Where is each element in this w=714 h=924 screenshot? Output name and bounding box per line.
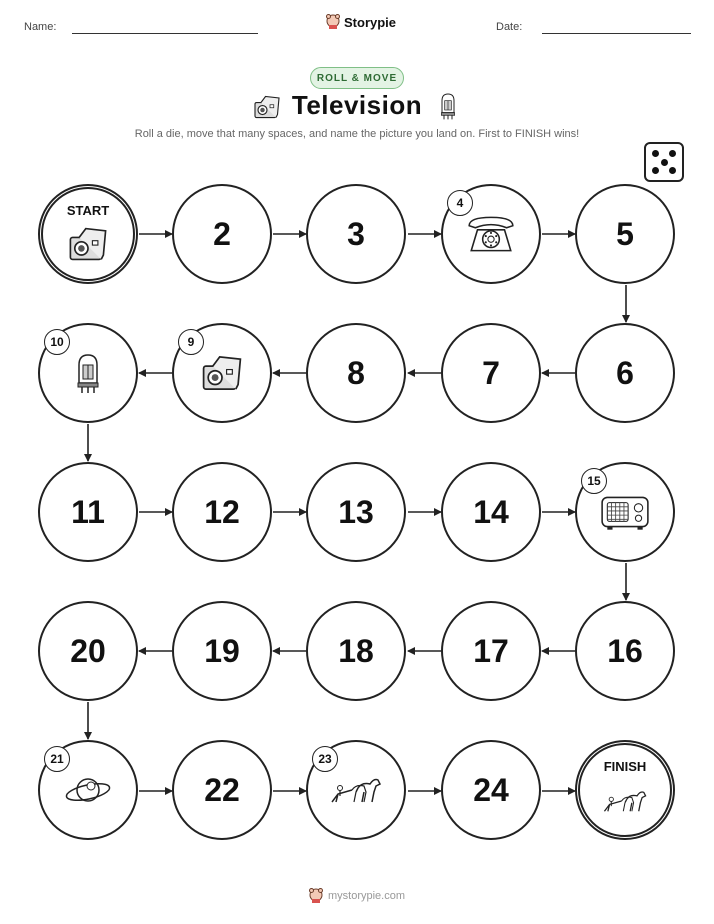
name-label: Name: [24,21,57,33]
space-number: 5 [616,215,634,252]
space-11[interactable] [38,462,138,562]
space-14[interactable] [441,462,541,562]
footer-url[interactable]: mystorypie.com [327,890,406,902]
space-number: 3 [347,215,365,252]
space-number: 17 [473,632,509,669]
space-number: 6 [616,354,634,391]
camera-icon [66,222,110,266]
horse-plow-icon [601,783,649,819]
space-6[interactable] [575,323,675,423]
space-number: 16 [607,632,643,669]
camera-icon [199,350,245,396]
space-number: 18 [338,632,374,669]
space-number: 12 [204,493,240,530]
radio-icon [599,491,651,533]
space-number: 7 [482,354,500,391]
space-12[interactable] [172,462,272,562]
space-10-badge: 10 [44,329,70,355]
page-title: Television [291,90,423,120]
space-start[interactable] [38,184,138,284]
space-5[interactable] [575,184,675,284]
space-17[interactable] [441,601,541,701]
space-20[interactable] [38,601,138,701]
space-number: 8 [347,354,365,391]
roll-and-move-badge: ROLL & MOVE [310,67,404,89]
space-number: 24 [473,771,509,808]
space-19[interactable] [172,601,272,701]
space-24[interactable] [441,740,541,840]
space-8[interactable] [306,323,406,423]
space-22[interactable] [172,740,272,840]
storypie-mascot-icon [309,888,323,904]
space-16[interactable] [575,601,675,701]
space-13[interactable] [306,462,406,562]
date-label: Date: [496,21,523,33]
start-label: START [66,203,110,218]
space-21-badge: 21 [44,746,70,772]
space-number: 11 [71,493,105,530]
space-2[interactable] [172,184,272,284]
space-number: 22 [204,771,240,808]
space-number: 2 [213,215,231,252]
space-9-badge: 9 [178,329,204,355]
space-number: 20 [70,632,106,669]
space-number: 19 [204,632,240,669]
footer [0,888,714,904]
space-number: 13 [338,493,374,530]
space-4-badge: 4 [447,190,473,216]
horse-plow-icon [328,770,384,810]
space-finish[interactable] [575,740,675,840]
vacuum-tube-icon [73,349,103,397]
space-15-badge: 15 [581,468,607,494]
telephone-icon [465,212,517,256]
space-3[interactable] [306,184,406,284]
space-23-badge: 23 [312,746,338,772]
instructions: Roll a die, move that many spaces, and name the picture you land on. First to FINISH wins! [134,128,580,140]
space-7[interactable] [441,323,541,423]
space-18[interactable] [306,601,406,701]
brand-name: Storypie [344,14,397,30]
finish-label: FINISH [603,759,647,774]
space-number: 14 [473,493,509,530]
planet-icon [63,770,113,810]
